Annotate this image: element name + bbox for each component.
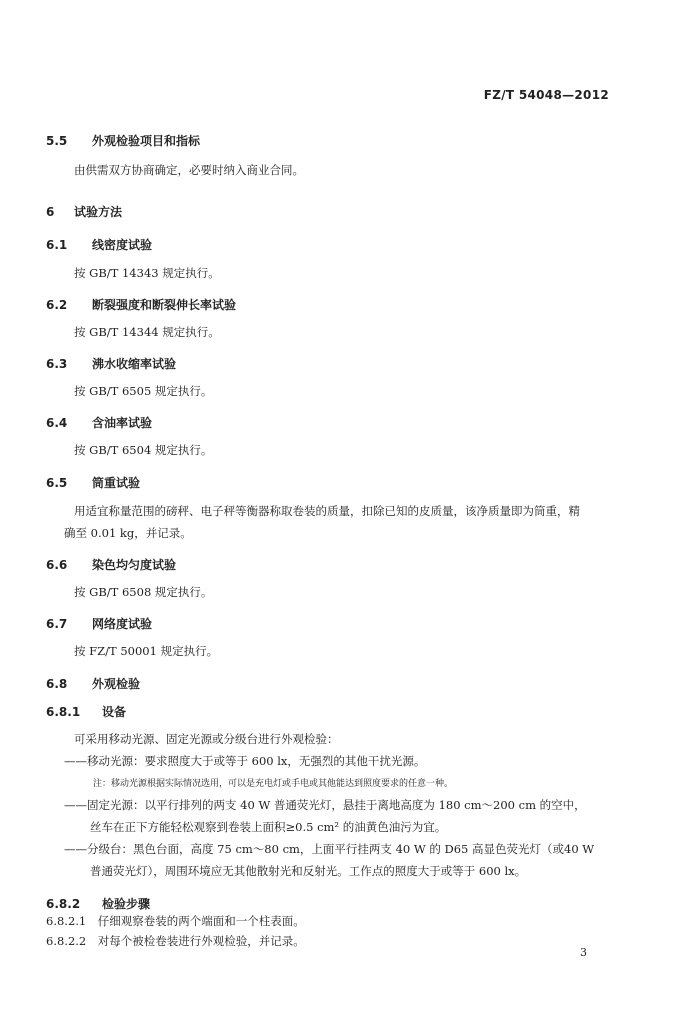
heading-6-8-1 bbox=[46, 703, 126, 720]
heading-6 bbox=[46, 203, 122, 220]
heading-title: 检验步骤 bbox=[102, 897, 151, 911]
standard-number: FZ/T 54048—2012 bbox=[483, 88, 609, 102]
paragraph-6-5-line2: 确至 0.01 kg，并记录。 bbox=[64, 526, 192, 540]
heading-title: 外观检验 bbox=[92, 677, 141, 691]
heading-title: 染色均匀度试验 bbox=[92, 558, 177, 572]
heading-number: 6.4 bbox=[46, 416, 68, 430]
heading-number: 5.5 bbox=[46, 134, 68, 148]
paragraph-6-5-line1: 用适宜称量范围的磅秤、电子秤等衡器称取卷装的质量，扣除已知的皮质量，该净质量即为筒重，精 bbox=[74, 504, 580, 518]
heading-6-5 bbox=[46, 474, 140, 491]
note-mobile-light: 注：移动光源根据实际情况选用，可以是充电灯或手电或其他能达到照度要求的任意一种。 bbox=[93, 779, 454, 789]
page-number: 3 bbox=[580, 946, 587, 959]
heading-number: 6.6 bbox=[46, 558, 68, 572]
paragraph-6-6: 按 GB/T 6508 规定执行。 bbox=[74, 585, 213, 599]
heading-6-2 bbox=[46, 296, 236, 313]
paragraph-6-1: 按 GB/T 14343 规定执行。 bbox=[74, 266, 220, 280]
heading-6-7 bbox=[46, 615, 152, 632]
paragraph-6-3: 按 GB/T 6505 规定执行。 bbox=[74, 384, 213, 398]
paragraph-6-2: 按 GB/T 14344 规定执行。 bbox=[74, 325, 220, 339]
paragraph-6-7: 按 FZ/T 50001 规定执行。 bbox=[74, 644, 219, 658]
heading-title: 沸水收缩率试验 bbox=[92, 357, 177, 371]
list-item-fixed-light-line1: ——固定光源：以平行排列的两支 40 W 普通荧光灯，悬挂于离地高度为 180 cm～200 cm 的空中， bbox=[64, 798, 586, 812]
heading-number: 6.8.1 bbox=[46, 705, 81, 719]
paragraph-5-5: 由供需双方协商确定，必要时纳入商业合同。 bbox=[74, 163, 304, 177]
list-item-mobile-light: ——移动光源：要求照度大于或等于 600 lx，无强烈的其他干扰光源。 bbox=[64, 754, 426, 768]
heading-6-6 bbox=[46, 556, 176, 573]
list-item-grading-table-line2: 普通荧光灯），周围环境应无其他散射光和反射光。工作点的照度大于或等于 600 lx。 bbox=[90, 864, 527, 878]
paragraph-6-4: 按 GB/T 6504 规定执行。 bbox=[74, 443, 213, 457]
heading-title: 筒重试验 bbox=[92, 476, 141, 490]
heading-title: 含油率试验 bbox=[92, 416, 153, 430]
heading-6-4 bbox=[46, 414, 152, 431]
list-item-fixed-light-line2: 丝车在正下方能轻松观察到卷装上面积≥0.5 cm² 的油黄色油污为宜。 bbox=[90, 820, 447, 834]
clause-6-8-2-1: 6.8.2.1 仔细观察卷装的两个端面和一个柱表面。 bbox=[46, 914, 305, 928]
heading-number: 6.2 bbox=[46, 298, 68, 312]
heading-5-5 bbox=[46, 132, 200, 149]
list-item-grading-table-line1: ——分级台：黑色台面，高度 75 cm～80 cm，上面平行挂两支 40 W 的 D65 高显色荧光灯（或40 W bbox=[64, 842, 595, 856]
heading-number: 6.5 bbox=[46, 476, 68, 490]
paragraph-6-8-1-intro: 可采用移动光源、固定光源或分级台进行外观检验： bbox=[74, 732, 339, 746]
heading-6-3 bbox=[46, 355, 176, 372]
heading-number: 6.8.2 bbox=[46, 897, 81, 911]
clause-6-8-2-2: 6.8.2.2 对每个被检卷装进行外观检验，并记录。 bbox=[46, 934, 305, 948]
heading-number: 6.8 bbox=[46, 677, 68, 691]
heading-number: 6.7 bbox=[46, 617, 68, 631]
heading-number: 6.1 bbox=[46, 238, 68, 252]
heading-6-8 bbox=[46, 675, 140, 692]
heading-title: 断裂强度和断裂伸长率试验 bbox=[92, 298, 237, 312]
heading-number: 6.3 bbox=[46, 357, 68, 371]
heading-6-8-2 bbox=[46, 895, 150, 912]
heading-title: 外观检验项目和指标 bbox=[92, 134, 201, 148]
heading-title: 设备 bbox=[102, 705, 127, 719]
heading-6-1 bbox=[46, 236, 152, 253]
heading-title: 网络度试验 bbox=[92, 617, 153, 631]
heading-title: 试验方法 bbox=[74, 205, 123, 219]
heading-title: 线密度试验 bbox=[92, 238, 153, 252]
heading-number: 6 bbox=[46, 205, 55, 219]
